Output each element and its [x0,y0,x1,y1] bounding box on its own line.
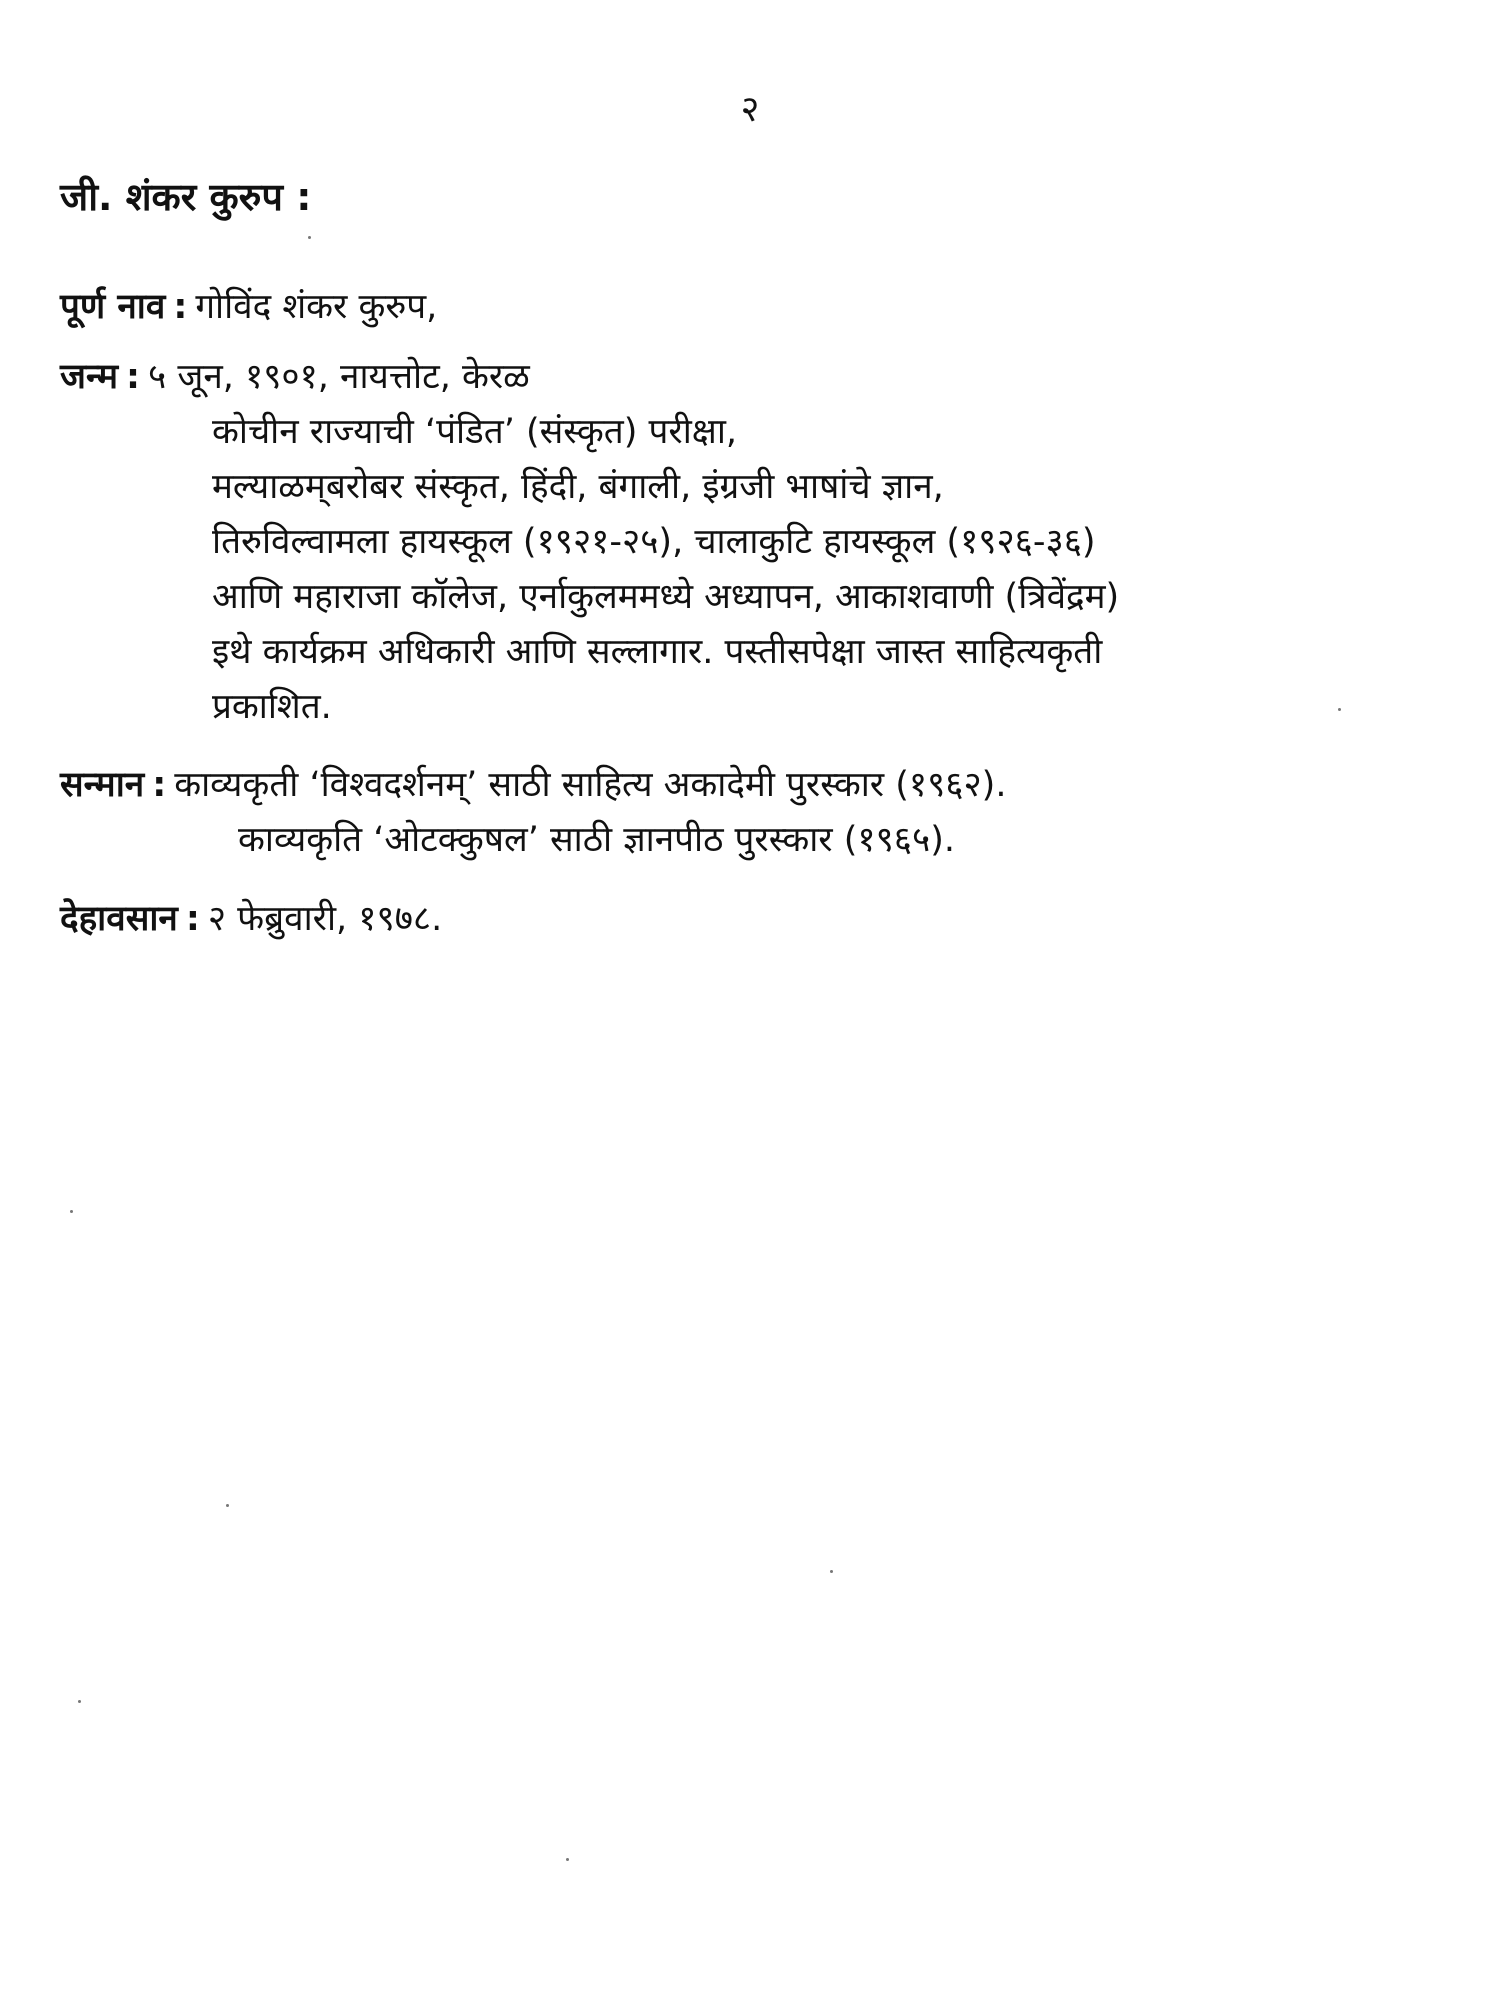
birth-date-place: ५ जून, १९०१, नायत्तोट, केरळ [148,357,530,397]
page-number: २ [740,89,760,130]
scan-speck [78,1700,81,1703]
full-name-label: पूर्ण नाव [60,287,166,327]
scan-speck [70,1210,73,1213]
scan-speck [226,1504,229,1507]
birth-detail-line: कोचीन राज्याची ‘पंडित’ (संस्कृत) परीक्षा, [212,412,738,452]
birth-detail-line: प्रकाशित. [212,687,332,727]
honors-separator: : [152,765,167,805]
birth-detail-line: इथे कार्यक्रम अधिकारी आणि सल्लागार. पस्तीसपेक्षा जास्त साहित्यकृती [212,632,1103,672]
death-label: देहावसान [60,899,178,939]
birth-first-line [60,350,1460,405]
honors-entry [60,758,1460,868]
birth-separator: : [126,357,141,397]
full-name-separator: : [173,287,188,327]
birth-entry [60,350,1460,735]
honors-sahitya-award: काव्यकृती ‘विश्वदर्शनम्’ साठी साहित्य अकादेमी पुरस्कार (१९६२). [174,765,1007,805]
honors-first-line [60,758,1460,813]
birth-detail-line: आणि महाराजा कॉलेज, एर्नाकुलममध्ये अध्यापन, आकाशवाणी (त्रिवेंद्रम) [212,577,1120,617]
scan-speck [308,236,311,239]
scan-speck [830,1570,833,1573]
death-separator: : [185,899,200,939]
honors-label: सन्मान [60,765,145,805]
full-name-entry [60,282,1460,332]
birth-label: जन्म [60,357,119,397]
honors-jnanpith-award: काव्यकृति ‘ओटक्कुषल’ साठी ज्ञानपीठ पुरस्कार (१९६५). [238,820,955,860]
death-entry [60,894,1460,944]
birth-detail-line: मल्याळम्‌बरोबर संस्कृत, हिंदी, बंगाली, इंग्रजी भाषांचे ज्ञान, [212,467,944,507]
death-date: २ फेब्रुवारी, १९७८. [207,899,443,939]
page-title: जी. शंकर कुरुप : [60,175,312,219]
birth-detail-line: तिरुविल्वामला हायस्कूल (१९२१-२५), चालाकुटि हायस्कूल (१९२६-३६) [212,522,1096,562]
scan-speck [1338,708,1341,711]
scan-speck [566,1858,569,1861]
full-name-value: गोविंद शंकर कुरुप, [195,287,438,327]
